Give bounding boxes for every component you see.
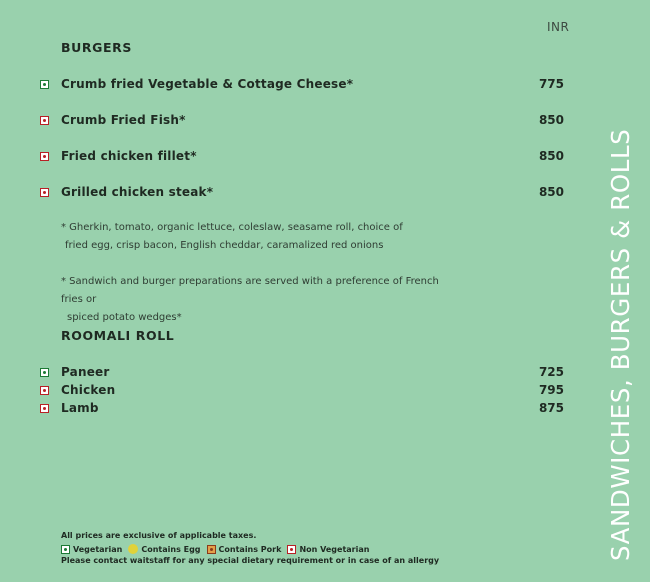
- legend-veg-label: Vegetarian: [73, 544, 123, 554]
- menu-item-price: 850: [538, 185, 564, 199]
- veg-indicator-icon: [40, 368, 49, 377]
- legend-nonveg-label: Non Vegetarian: [299, 544, 370, 554]
- non-veg-indicator-icon: [40, 152, 49, 161]
- non-veg-indicator-icon: [40, 188, 49, 197]
- menu-item-name: Paneer: [61, 365, 110, 379]
- burgers-section-title: BURGERS: [61, 40, 132, 55]
- non-veg-indicator-icon: [287, 545, 296, 554]
- taxes-note: All prices are exclusive of applicable taxes.: [61, 531, 257, 540]
- veg-indicator-icon: [40, 80, 49, 89]
- non-veg-indicator-icon: [40, 386, 49, 395]
- legend-nonveg: [287, 545, 369, 554]
- legend-egg-label: Contains Egg: [141, 544, 201, 554]
- legend-pork: [207, 545, 282, 554]
- menu-item-price: 875: [538, 401, 564, 415]
- menu-item-name: Grilled chicken steak*: [61, 185, 214, 199]
- burger-note-sides: [61, 273, 441, 327]
- menu-item-name: Crumb Fried Fish*: [61, 113, 186, 127]
- currency-label: INR: [547, 20, 570, 34]
- pork-indicator-icon: [207, 545, 216, 554]
- side-section-title: SANDWICHES, BURGERS & ROLLS: [606, 128, 635, 561]
- dietary-legend: [61, 544, 375, 554]
- burger-note-toppings: [61, 219, 441, 255]
- legend-egg: [128, 544, 200, 554]
- menu-item-price: 775: [538, 77, 564, 91]
- menu-item-name: Crumb fried Vegetable & Cottage Cheese*: [61, 77, 354, 91]
- veg-indicator-icon: [61, 545, 70, 554]
- legend-pork-label: Contains Pork: [218, 544, 282, 554]
- menu-item-name: Lamb: [61, 401, 99, 415]
- legend-veg: [61, 545, 122, 554]
- menu-item-price: 795: [538, 383, 564, 397]
- menu-item-price: 850: [538, 149, 564, 163]
- note-line: * Gherkin, tomato, organic lettuce, coleslaw, seasame roll, choice of: [61, 222, 403, 233]
- allergy-contact-note: Please contact waitstaff for any special dietary requirement or in case of an allergy: [61, 556, 440, 565]
- roomali-section-title: ROOMALI ROLL: [61, 328, 175, 343]
- note-line: fried egg, crisp bacon, English cheddar, caramalized red onions: [65, 240, 384, 251]
- egg-indicator-icon: [128, 544, 138, 554]
- note-line: * Sandwich and burger preparations are served with a preference of French fries or: [61, 276, 439, 305]
- menu-item-name: Chicken: [61, 383, 116, 397]
- note-line: spiced potato wedges*: [67, 312, 182, 323]
- non-veg-indicator-icon: [40, 404, 49, 413]
- menu-item-price: 850: [538, 113, 564, 127]
- menu-item-name: Fried chicken fillet*: [61, 149, 197, 163]
- non-veg-indicator-icon: [40, 116, 49, 125]
- menu-item-price: 725: [538, 365, 564, 379]
